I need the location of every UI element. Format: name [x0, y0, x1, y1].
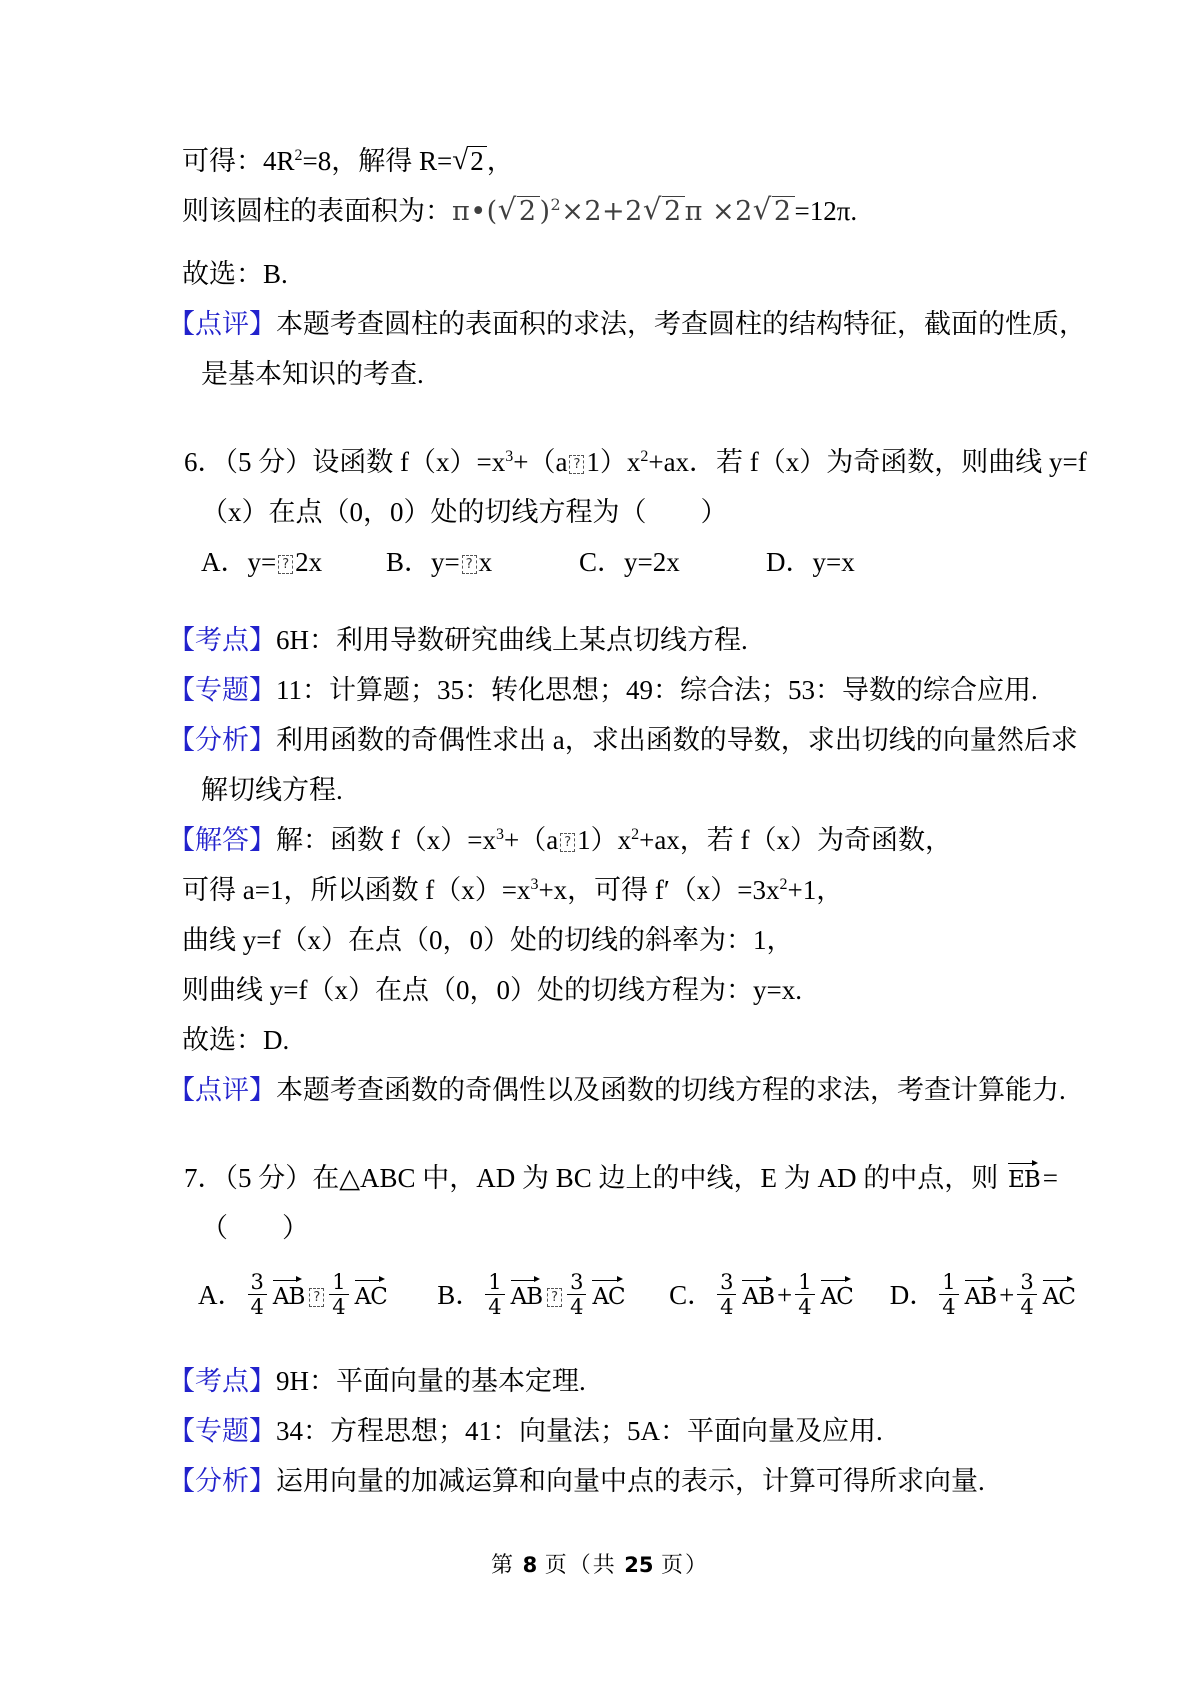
text: C．y=2x — [579, 547, 680, 577]
text: 第 — [491, 1552, 523, 1577]
text: 页） — [653, 1552, 709, 1577]
radical-sign: √ — [642, 192, 662, 226]
text: B． — [437, 1279, 483, 1310]
question-line — [184, 443, 1087, 481]
solution-text-line — [182, 192, 1078, 231]
superscript: 2 — [640, 448, 649, 465]
superscript: 2 — [779, 876, 788, 893]
numerator: 1 — [939, 1270, 958, 1295]
option-C — [669, 1270, 890, 1322]
text: 2x — [295, 547, 323, 577]
text: A． — [198, 1279, 245, 1310]
text: 6．（5 分）设函数 f（x）=x — [184, 447, 506, 477]
fraction — [567, 1270, 586, 1319]
text: 可得 a=1，所以函数 f（x）=x — [182, 875, 531, 905]
labeled-line — [168, 621, 1078, 659]
text: 则曲线 y=f（x）在点（0，0）处的切线方程为：y=x. — [182, 975, 802, 1005]
options-row — [201, 543, 1078, 581]
continuation-line — [201, 355, 1078, 393]
numerator: 3 — [567, 1270, 586, 1295]
option-D — [766, 543, 855, 581]
denominator: 4 — [570, 1295, 584, 1320]
page-number: 25 — [624, 1553, 654, 1577]
text: +1， — [787, 875, 844, 905]
section-label: 【分析】 — [168, 725, 276, 755]
option-A — [198, 1270, 437, 1322]
superscript: 3 — [495, 826, 504, 843]
sqrt-radical — [642, 192, 685, 227]
text: + — [999, 1279, 1015, 1310]
text: +ax．若 f（x）为奇函数，则曲线 y=f — [648, 447, 1087, 477]
missing-glyph-box: ? — [462, 555, 477, 574]
solution-text-line — [182, 255, 1078, 293]
denominator: 4 — [942, 1295, 956, 1320]
continuation-line — [201, 771, 1078, 809]
text: 1）x — [586, 447, 641, 477]
options-row — [198, 1259, 1078, 1322]
denominator: 4 — [250, 1295, 264, 1320]
missing-glyph-box: ? — [278, 555, 293, 574]
section-label: 【考点】 — [168, 1366, 276, 1397]
section-label: 【考点】 — [168, 625, 276, 655]
option-D — [889, 1270, 1078, 1322]
radical-sign: √ — [752, 192, 772, 226]
numerator: 3 — [248, 1270, 267, 1295]
text: 11：计算题；35：转化思想；49：综合法；53：导数的综合应用. — [276, 675, 1038, 705]
formula-text: •( — [470, 196, 498, 227]
text: + — [776, 1279, 793, 1310]
text: （x）在点（0，0）处的切线方程为（ ） — [201, 497, 728, 527]
numerator: 1 — [795, 1270, 814, 1295]
section-label: 【分析】 — [168, 1466, 276, 1497]
text: 34：方程思想；41：向量法；5A：平面向量及应用. — [276, 1416, 883, 1447]
labeled-line — [168, 671, 1078, 709]
text: C． — [669, 1279, 715, 1310]
text: +ax，若 f（x）为奇函数， — [639, 825, 953, 855]
section-label: 【点评】 — [168, 309, 276, 339]
vector-notation: AB — [272, 1283, 305, 1310]
page-footer — [0, 1548, 1200, 1579]
radicand: 2 — [468, 146, 487, 175]
labeled-line — [168, 1462, 1078, 1500]
text: （ ） — [201, 1213, 309, 1243]
text: 9H：平面向量的基本定理. — [276, 1366, 586, 1397]
section-label: 【专题】 — [168, 675, 276, 705]
vector-notation: AC — [820, 1283, 853, 1310]
denominator: 4 — [332, 1295, 346, 1320]
text: 运用向量的加减运算和向量中点的表示，计算可得所求向量. — [276, 1466, 985, 1497]
text: = — [1042, 1163, 1058, 1193]
text: D．y=x — [766, 547, 855, 577]
option-B — [386, 543, 579, 581]
solution-text-line — [182, 921, 1078, 959]
solution-text-line — [182, 142, 1078, 180]
labeled-line — [168, 1071, 1078, 1109]
vector-notation: AB — [742, 1283, 774, 1310]
text: 故选：B. — [182, 259, 288, 289]
text: 解切线方程. — [201, 775, 343, 805]
fraction — [717, 1270, 736, 1319]
option-A — [201, 543, 386, 581]
text: D． — [889, 1279, 937, 1310]
radical-sign: √ — [497, 192, 517, 226]
section-label: 【解答】 — [168, 825, 276, 855]
fraction — [939, 1270, 958, 1319]
fraction — [1017, 1270, 1036, 1319]
denominator: 4 — [720, 1295, 734, 1320]
solution-text-line — [182, 1021, 1078, 1059]
text: +x，可得 f′（x）=3x — [538, 875, 780, 905]
solution-text-line — [182, 871, 1078, 909]
text: 页（共 — [537, 1552, 625, 1577]
labeled-line — [168, 305, 1086, 343]
vector-notation: AB — [510, 1283, 543, 1310]
missing-glyph-box: ? — [569, 455, 584, 474]
text: 曲线 y=f（x）在点（0，0）处的切线的斜率为：1， — [182, 925, 794, 955]
option-B — [437, 1270, 669, 1322]
superscript: 2 — [631, 826, 640, 843]
text: x — [478, 547, 493, 577]
fraction — [248, 1270, 267, 1319]
text: +（a — [513, 447, 568, 477]
vector-notation: AC — [354, 1283, 387, 1310]
formula-text: ) — [539, 196, 551, 227]
text: 是基本知识的考查. — [201, 359, 424, 389]
text: 7．（5 分）在△ABC 中，AD 为 BC 边上的中线，E 为 AD 的中点，则 — [184, 1163, 1006, 1193]
numerator: 3 — [1017, 1270, 1036, 1295]
vector-notation: EB — [1008, 1167, 1040, 1193]
solution-text-line — [182, 971, 1078, 1009]
text: 本题考查函数的奇偶性以及函数的切线方程的求法，考查计算能力. — [276, 1075, 1066, 1105]
missing-glyph-box: ? — [560, 833, 575, 852]
denominator: 4 — [798, 1295, 812, 1320]
radicand: 2 — [517, 196, 540, 225]
radicand: 2 — [662, 196, 685, 225]
text: 则该圆柱的表面积为： — [182, 196, 452, 226]
numerator: 1 — [329, 1270, 348, 1295]
fraction — [795, 1270, 814, 1319]
document-content — [168, 142, 1087, 1512]
labeled-line — [168, 821, 1078, 859]
text: =12π. — [794, 196, 858, 226]
text: 可得：4R — [182, 146, 295, 176]
formula-text: ×2+2 — [561, 196, 643, 227]
text: A．y= — [201, 547, 277, 577]
continuation-line — [201, 493, 1078, 531]
superscript: 3 — [505, 448, 514, 465]
sqrt-radical — [752, 192, 795, 227]
text: B．y= — [386, 547, 460, 577]
superscript: 2 — [294, 147, 303, 164]
denominator: 4 — [488, 1295, 502, 1320]
missing-glyph-box: ? — [547, 1288, 562, 1307]
fraction — [485, 1270, 504, 1319]
text: 6H：利用导数研究曲线上某点切线方程. — [276, 625, 748, 655]
text: 故选：D. — [182, 1025, 290, 1055]
numerator: 3 — [717, 1270, 736, 1295]
radical-sign: √ — [452, 144, 469, 176]
vector-notation: AB — [964, 1283, 997, 1310]
text: =8，解得 R= — [302, 146, 453, 176]
question-line — [184, 1159, 1078, 1197]
sqrt-radical — [497, 192, 540, 227]
fraction — [329, 1270, 348, 1319]
text: +（a — [503, 825, 559, 855]
text: 利用函数的奇偶性求出 a，求出函数的导数，求出切线的向量然后求 — [276, 725, 1078, 755]
labeled-line — [168, 1362, 1078, 1400]
radicand: 2 — [772, 196, 795, 225]
page-number: 8 — [522, 1553, 538, 1577]
formula-text: π ×2 — [684, 196, 753, 227]
option-C — [579, 543, 766, 581]
text: 1）x — [577, 825, 632, 855]
labeled-line — [168, 1412, 1078, 1450]
numerator: 1 — [485, 1270, 504, 1295]
text: 本题考查圆柱的表面积的求法，考查圆柱的结构特征，截面的性质， — [276, 309, 1086, 339]
labeled-line — [168, 721, 1078, 759]
text: ， — [486, 146, 514, 176]
superscript: 3 — [530, 876, 539, 893]
superscript: 2 — [550, 195, 562, 214]
section-label: 【专题】 — [168, 1416, 276, 1447]
vector-notation: AC — [592, 1283, 625, 1310]
text: 解：函数 f（x）=x — [276, 825, 496, 855]
missing-glyph-box: ? — [309, 1288, 324, 1307]
section-label: 【点评】 — [168, 1075, 276, 1105]
sqrt-radical — [452, 146, 487, 176]
denominator: 4 — [1020, 1295, 1034, 1320]
continuation-line — [201, 1209, 1078, 1247]
vector-notation: AC — [1042, 1283, 1075, 1310]
formula-text: π — [452, 196, 471, 227]
